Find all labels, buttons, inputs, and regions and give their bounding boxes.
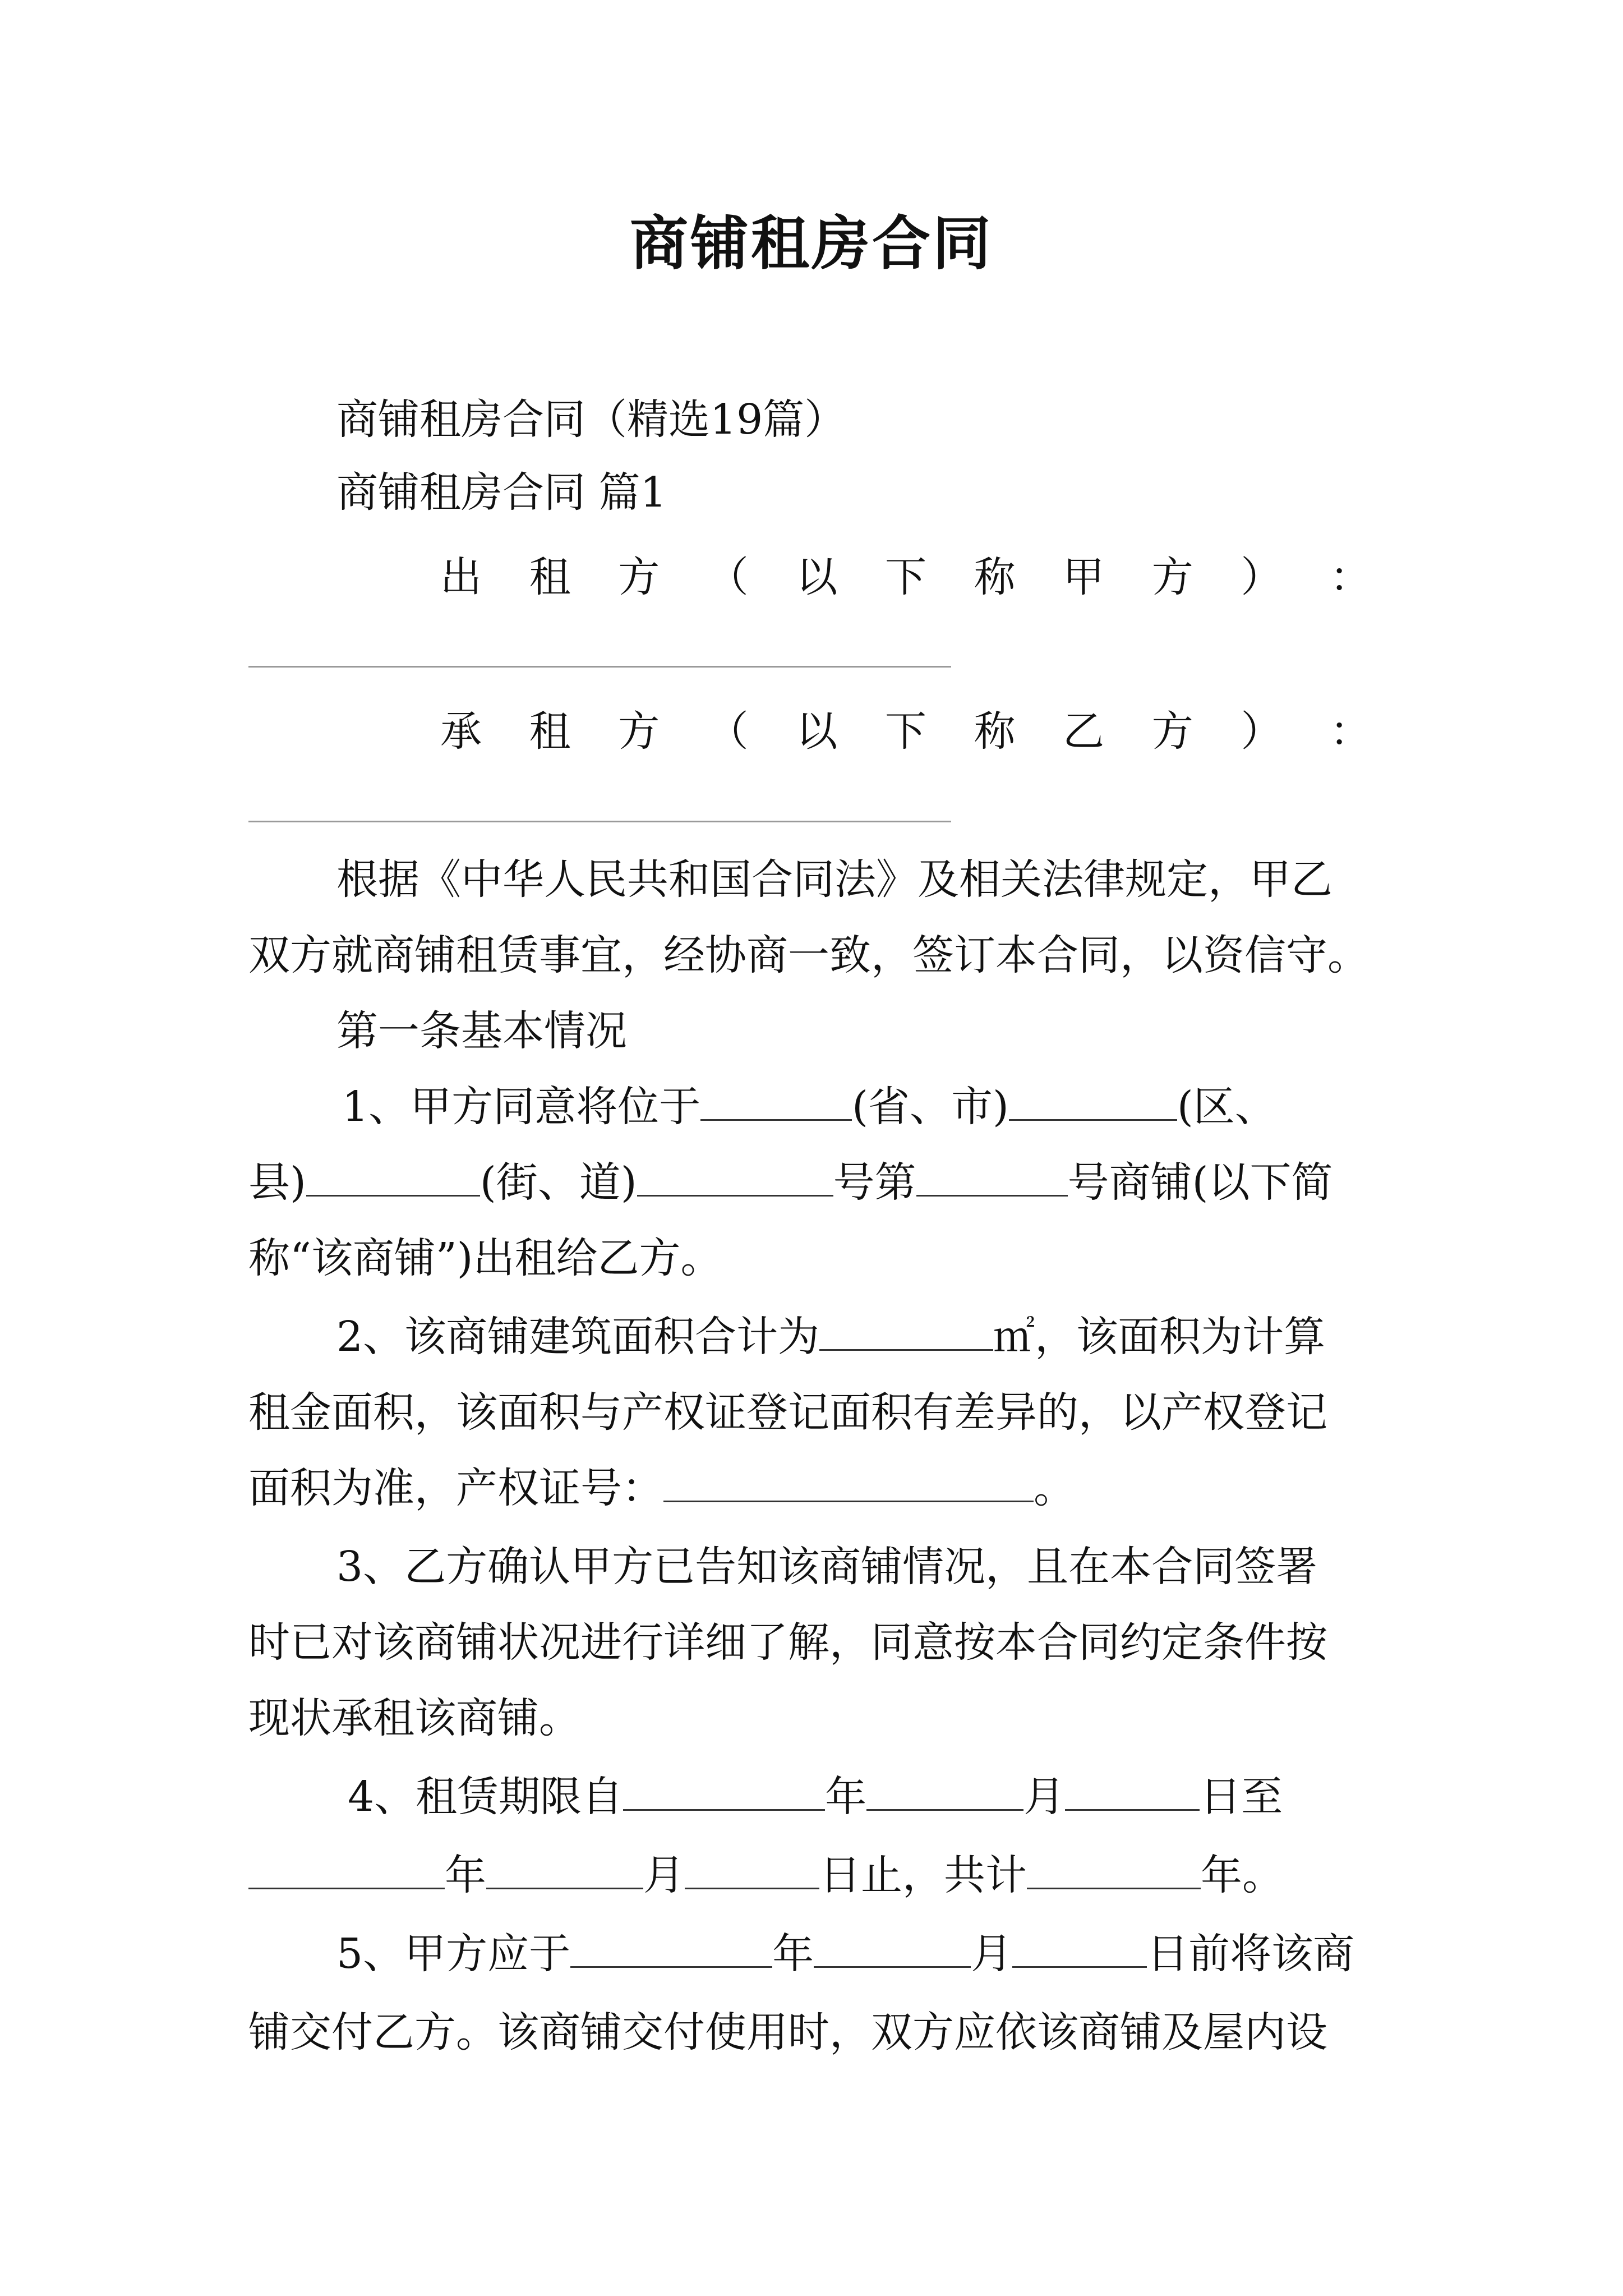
blank-province[interactable] [700, 1080, 852, 1121]
party-a-label: 出 租 方 （ 以 下 称 甲 方 ） ： [440, 553, 1371, 601]
clause-4-line-2: 年 月 日止，共计 年。 [248, 1848, 1284, 1902]
clause-2-line-1: 2、该商铺建筑面积合计为 ㎡，该面积为计算 [336, 1310, 1325, 1364]
blank-start-day[interactable] [1065, 1770, 1200, 1811]
blank-building-number[interactable] [916, 1156, 1068, 1197]
party-b-blank-line [248, 821, 951, 822]
clause-4-line-1: 4、租赁期限自 年 月 日至 [348, 1770, 1283, 1824]
blank-area[interactable] [819, 1310, 993, 1351]
clause-2-line-2: 租金面积，该面积与产权证登记面积有差异的，以产权登记 [248, 1388, 1327, 1437]
blank-property-certificate-number[interactable] [663, 1461, 1034, 1502]
blank-start-year[interactable] [623, 1770, 825, 1811]
clause-1-line-2: 县) (街、道) 号第 号商铺(以下简 [248, 1156, 1333, 1209]
blank-handover-month[interactable] [814, 1927, 971, 1968]
clause-1-line-1: 1、甲方同意将位于 (省、市) (区、 [342, 1080, 1276, 1134]
clause-5-line-2: 铺交付乙方。该商铺交付使用时，双方应依该商铺及屋内设 [248, 2008, 1327, 2056]
intro-line-2: 双方就商铺租赁事宜，经协商一致，签订本合同，以资信守。 [248, 931, 1369, 979]
blank-handover-day[interactable] [1012, 1927, 1147, 1968]
article-1-heading: 第一条基本情况 [336, 1007, 627, 1055]
section-heading: 商铺租房合同 篇1 [336, 468, 667, 517]
blank-end-day[interactable] [685, 1848, 819, 1889]
blank-end-year[interactable] [248, 1848, 445, 1889]
clause-3-line-1: 3、乙方确认甲方已告知该商铺情况，且在本合同签署 [336, 1543, 1318, 1591]
blank-county[interactable] [306, 1156, 480, 1197]
blank-end-month[interactable] [486, 1848, 643, 1889]
clause-3-line-2: 时已对该商铺状况进行详细了解，同意按本合同约定条件按 [248, 1618, 1327, 1667]
blank-district[interactable] [1009, 1080, 1177, 1121]
clause-2-line-3: 面积为准，产权证号： 。 [248, 1461, 1075, 1515]
blank-handover-year[interactable] [570, 1927, 772, 1968]
clause-3-line-3: 现状承租该商铺。 [248, 1694, 580, 1742]
clause-5-line-1: 5、甲方应于 年 月 日前将该商 [336, 1927, 1354, 1981]
blank-total-years[interactable] [1027, 1848, 1201, 1889]
clause-1-line-3: 称“该商铺”)出租给乙方。 [248, 1234, 722, 1282]
subtitle: 商铺租房合同（精选19篇） [336, 395, 846, 444]
document-title: 商铺租房合同 [629, 209, 993, 278]
blank-street[interactable] [637, 1156, 833, 1197]
party-a-blank-line [248, 666, 951, 668]
intro-line-1: 根据《中华人民共和国合同法》及相关法律规定，甲乙 [336, 855, 1332, 904]
party-b-label: 承 租 方 （ 以 下 称 乙 方 ） ： [440, 707, 1371, 756]
blank-start-month[interactable] [866, 1770, 1023, 1811]
